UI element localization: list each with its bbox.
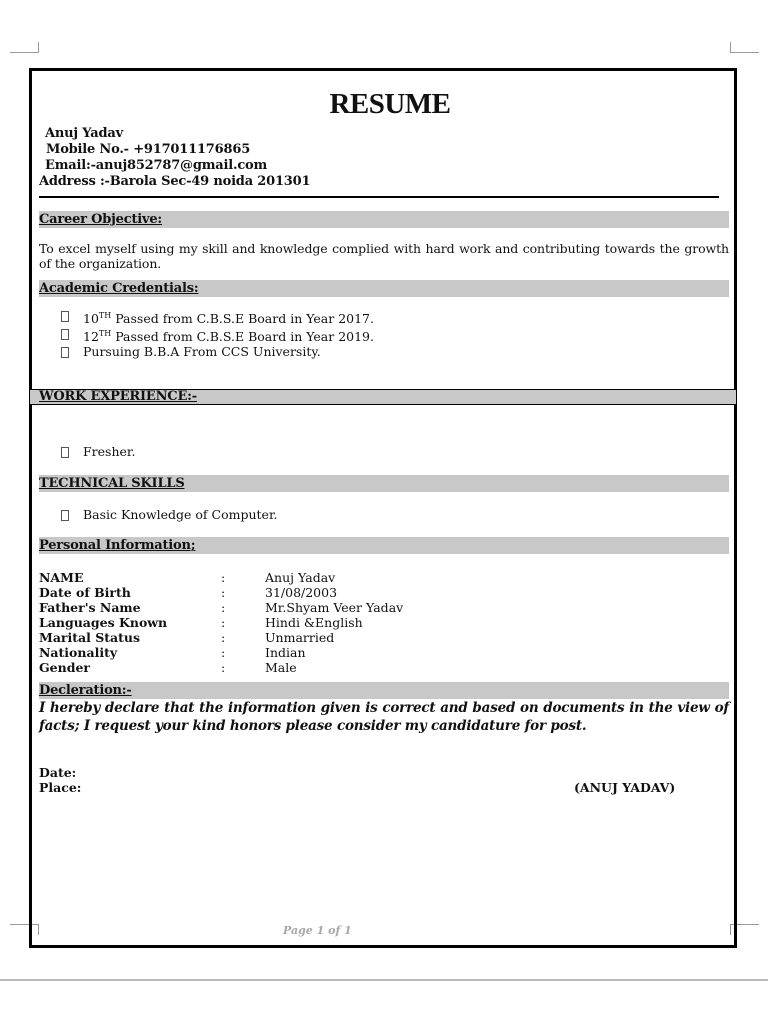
crop-mark-top-left [10,42,39,53]
info-key: Nationality [39,645,118,661]
table-row [39,630,403,645]
info-sep: : [221,600,226,616]
contact-email: Email:-anuj852787@gmail.com [45,158,268,173]
info-sep: : [221,660,226,676]
info-key: Marital Status [39,630,141,646]
info-key: Date of Birth [39,585,131,601]
technical-list [39,507,729,522]
info-value: Male [265,660,297,676]
page-title: RESUME [329,88,451,120]
info-sep: : [221,630,226,646]
info-value: 31/08/2003 [265,585,338,601]
section-heading-academic: Academic Credentials: [39,280,729,297]
bullet-icon [61,510,69,521]
bullet-icon [61,329,69,340]
declaration-text: I hereby declare that the information given is correct and based on documents in the view of facts; I request your kind honors please consider my candidature for post. [39,700,729,735]
signature-block [39,765,729,795]
table-row [39,660,403,675]
resume-document [39,88,729,795]
section-heading-personal: Personal Information; [39,537,729,554]
table-row [39,615,403,630]
career-objective-text: To excel myself using my skill and knowledge complied with hard work and contributing towards the growth of the organization. [39,241,729,271]
bullet-icon [61,447,69,458]
info-key: Languages Known [39,615,168,631]
list-item: 10TH Passed from C.B.S.E Board in Year 2017. [61,308,729,326]
place-label: Place: [39,780,82,796]
info-value: Hindi &English [265,615,363,631]
info-value: Anuj Yadav [265,570,336,586]
list-item: 12TH Passed from C.B.S.E Board in Year 2019. [61,326,729,344]
bullet-icon [61,311,69,322]
contact-address: Address :-Barola Sec-49 noida 201301 [39,174,311,189]
info-sep: : [221,645,226,661]
page-number: Page 1 of 1 [283,924,352,937]
section-heading-work-experience: WORK EXPERIENCE:- [29,389,737,405]
info-value: Mr.Shyam Veer Yadav [265,600,404,616]
list-item: Fresher. [61,444,729,459]
info-key: NAME [39,570,84,586]
info-value: Unmarried [265,630,335,646]
info-sep: : [221,570,226,586]
list-item: Basic Knowledge of Computer. [61,507,729,522]
contact-block [39,126,729,190]
table-row [39,585,403,600]
section-heading-technical: TECHNICAL SKILLS [39,475,729,492]
crop-mark-top-right [730,42,759,53]
table-row [39,645,403,660]
info-key: Father's Name [39,600,141,616]
list-item: Pursuing B.B.A From CCS University. [61,344,729,359]
personal-info-table [39,570,403,675]
section-heading-declaration: Decleration:- [39,682,729,699]
contact-mobile: Mobile No.- +917011176865 [46,142,251,157]
table-row [39,570,403,585]
bullet-icon [61,347,69,358]
info-value: Indian [265,645,306,661]
page-bottom-divider [0,979,768,981]
contact-name: Anuj Yadav [45,126,123,141]
section-heading-career: Career Objective: [39,211,729,228]
info-sep: : [221,585,226,601]
table-row [39,600,403,615]
academic-list [39,308,729,359]
date-label: Date: [39,765,77,781]
info-key: Gender [39,660,90,676]
work-list [39,444,729,459]
signature-name: (ANUJ YADAV) [574,780,676,796]
info-sep: : [221,615,226,631]
